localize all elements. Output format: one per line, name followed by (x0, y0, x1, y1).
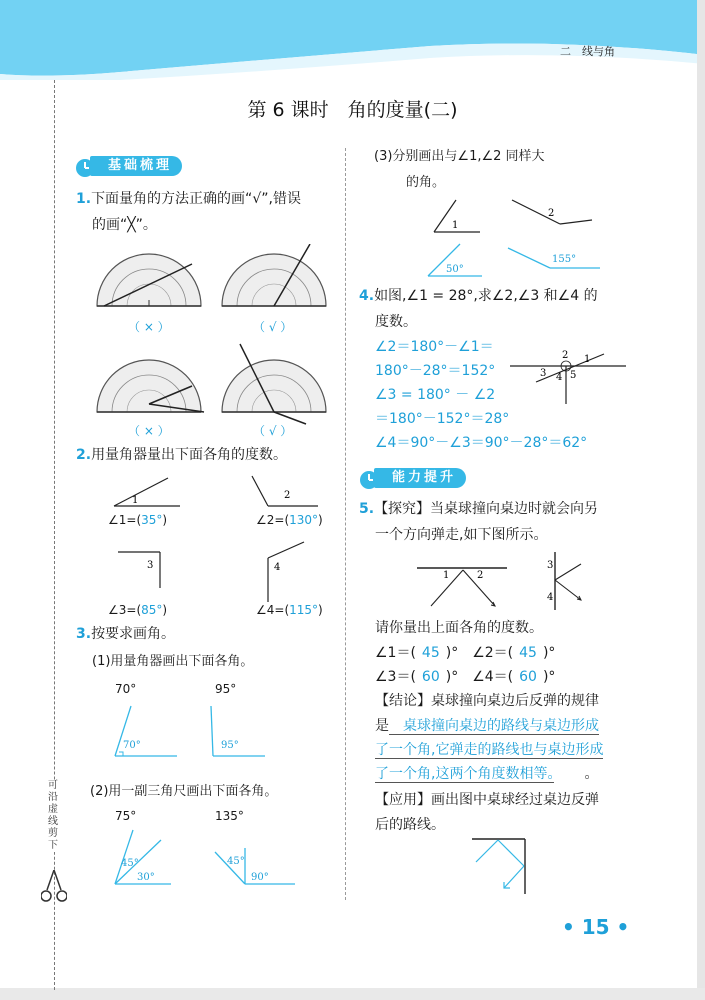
lesson-title: 第 6 课时 角的度量(二) (247, 99, 458, 121)
q2-answer-2: ∠2=(130°) (256, 513, 323, 527)
q5-line1 (359, 498, 598, 520)
q2-number: 2. (76, 447, 92, 463)
section-badge-label: 能力提升 (374, 468, 466, 488)
q3-p1-drawings (105, 700, 345, 770)
q5-conclusion-line2: 是 桌球撞向桌边的路线与桌边形成 (375, 718, 599, 734)
svg-text:2: 2 (477, 570, 484, 581)
q5-billiard-figures (415, 550, 595, 612)
section-badge-basic (72, 154, 202, 178)
q1-protractor-figures (92, 244, 342, 444)
protractor-3 (97, 360, 204, 412)
q3-p1-drawn-1: 70° (123, 740, 141, 751)
q3-p2-drawn-4: 90° (251, 872, 269, 883)
page-bottom-edge (0, 988, 705, 1000)
q3-p2-drawings (105, 826, 345, 892)
q3-p3-drawn-1: 50° (446, 264, 464, 275)
q3-part2: (2)用一副三角尺画出下面各角。 (90, 784, 278, 799)
q5-line2: 一个方向弹走,如下图所示。 (375, 527, 548, 543)
svg-text:2: 2 (562, 350, 569, 361)
q1-mark-1: （ × ） (128, 320, 170, 334)
q5-text: 【探究】当桌球撞向桌边时就会向另 (374, 501, 599, 517)
q2-answer-4: ∠4=(115°) (256, 603, 323, 617)
q2-angle-4-label: 4 (274, 562, 281, 573)
q3-p1-angle-1: 70° (115, 682, 137, 696)
q2-angle-1-label: 1 (132, 495, 139, 506)
q3-p3-figures (420, 192, 620, 282)
q4-line2: 度数。 (375, 314, 417, 330)
q3-p3-label-2: 2 (548, 208, 555, 219)
q1-mark-2: （ √ ） (253, 320, 293, 334)
q5-conclusion-line1: 【结论】桌球撞向桌边后反弹的规律 (375, 693, 599, 709)
svg-text:1: 1 (584, 354, 591, 365)
q2-answer-1: ∠1=(35°) (108, 513, 168, 527)
q3-p1-drawn-2: 95° (221, 740, 239, 751)
q3-p2-drawn-3: 45° (227, 856, 245, 867)
cut-line (54, 80, 55, 990)
q3-p2-angle-2: 135° (215, 809, 244, 823)
svg-text:3: 3 (547, 560, 554, 571)
svg-text:1: 1 (443, 570, 450, 581)
q2-angle-3-label: 3 (147, 560, 154, 571)
q5-application-line1: 【应用】画出图中桌球经过桌边反弹 (375, 792, 599, 808)
q3-p2-drawn-1: 45° (121, 858, 139, 869)
q5-number: 5. (359, 501, 375, 517)
q4-solution-2: 180°－28°＝152° (375, 363, 496, 379)
q1-text: 下面量角的方法正确的画“√”,错误 (91, 191, 301, 207)
q4-number: 4. (359, 288, 375, 304)
q4-solution-1: ∠2＝180°－∠1＝ (375, 339, 494, 355)
svg-text:5: 5 (570, 370, 577, 381)
q2-angle-figures (100, 472, 330, 612)
q4-solution-5: ∠4＝90°－∠3＝90°－28°＝62° (375, 435, 588, 451)
q5-result-row-2: ∠3＝( 60 )° ∠4＝( 60 )° (375, 669, 556, 685)
protractor-2 (222, 244, 326, 306)
q1-number: 1. (76, 191, 92, 207)
q2-line (76, 444, 287, 466)
q3-p2-angle-1: 75° (115, 809, 137, 823)
q2-answer-3: ∠3=(85°) (108, 603, 168, 617)
q3-text: 按要求画角。 (91, 626, 176, 642)
q1-line2: 的画“╳”。 (92, 217, 157, 233)
q3-p2-drawn-2: 30° (137, 872, 155, 883)
header-banner (0, 0, 705, 80)
q3-part1: (1)用量角器画出下面各角。 (92, 654, 254, 669)
q3-p3-label-1: 1 (452, 220, 459, 231)
page-edge (697, 0, 705, 1000)
q5-result-row-1: ∠1＝( 45 )° ∠2＝( 45 )° (375, 645, 556, 661)
chapter-title: 二 线与角 (560, 45, 615, 58)
q5-conclusion-line4: 了一个角,这两个角度数相等。 。 (375, 766, 599, 782)
svg-text:3: 3 (540, 368, 547, 379)
q3-part3-line2: 的角。 (406, 175, 446, 190)
svg-text:4: 4 (556, 372, 563, 383)
q3-number: 3. (76, 626, 92, 642)
protractor-1 (97, 254, 201, 306)
q2-angle-2-label: 2 (284, 490, 291, 501)
q5-application-figure (470, 836, 530, 896)
q4-solution-4: ＝180°－152°＝28° (375, 411, 510, 427)
q2-text: 用量角器量出下面各角的度数。 (91, 447, 288, 463)
q4-figure (508, 340, 628, 408)
q3-p1-angle-2: 95° (215, 682, 237, 696)
page-number: • 15 • (562, 915, 630, 939)
q1-mark-4: （ √ ） (253, 424, 293, 438)
q5-application-line2: 后的路线。 (375, 817, 445, 833)
cut-text: 可沿虚线剪下 (48, 780, 58, 851)
q5-conclusion-line3: 了一个角,它弹走的路线也与桌边形成 (375, 742, 604, 758)
q1-mark-3: （ × ） (128, 424, 170, 438)
protractor-4 (222, 344, 326, 424)
q1-line1 (76, 188, 301, 210)
section-badge-label: 基础梳理 (90, 156, 182, 176)
q3-part3-line1: (3)分别画出与∠1,∠2 同样大 (374, 149, 545, 164)
q3-line (76, 623, 175, 645)
q5-measure: 请你量出上面各角的度数。 (375, 620, 543, 636)
q4-solution-3: ∠3 = 180° － ∠2 (375, 387, 496, 403)
q4-text: 如图,∠1 = 28°,求∠2,∠3 和∠4 的 (374, 288, 598, 304)
column-divider (345, 148, 346, 900)
section-badge-ability (356, 466, 486, 490)
svg-text:4: 4 (547, 592, 554, 603)
scissors-icon (41, 870, 67, 904)
q3-p3-drawn-2: 155° (552, 254, 577, 265)
q4-line1 (359, 285, 598, 307)
